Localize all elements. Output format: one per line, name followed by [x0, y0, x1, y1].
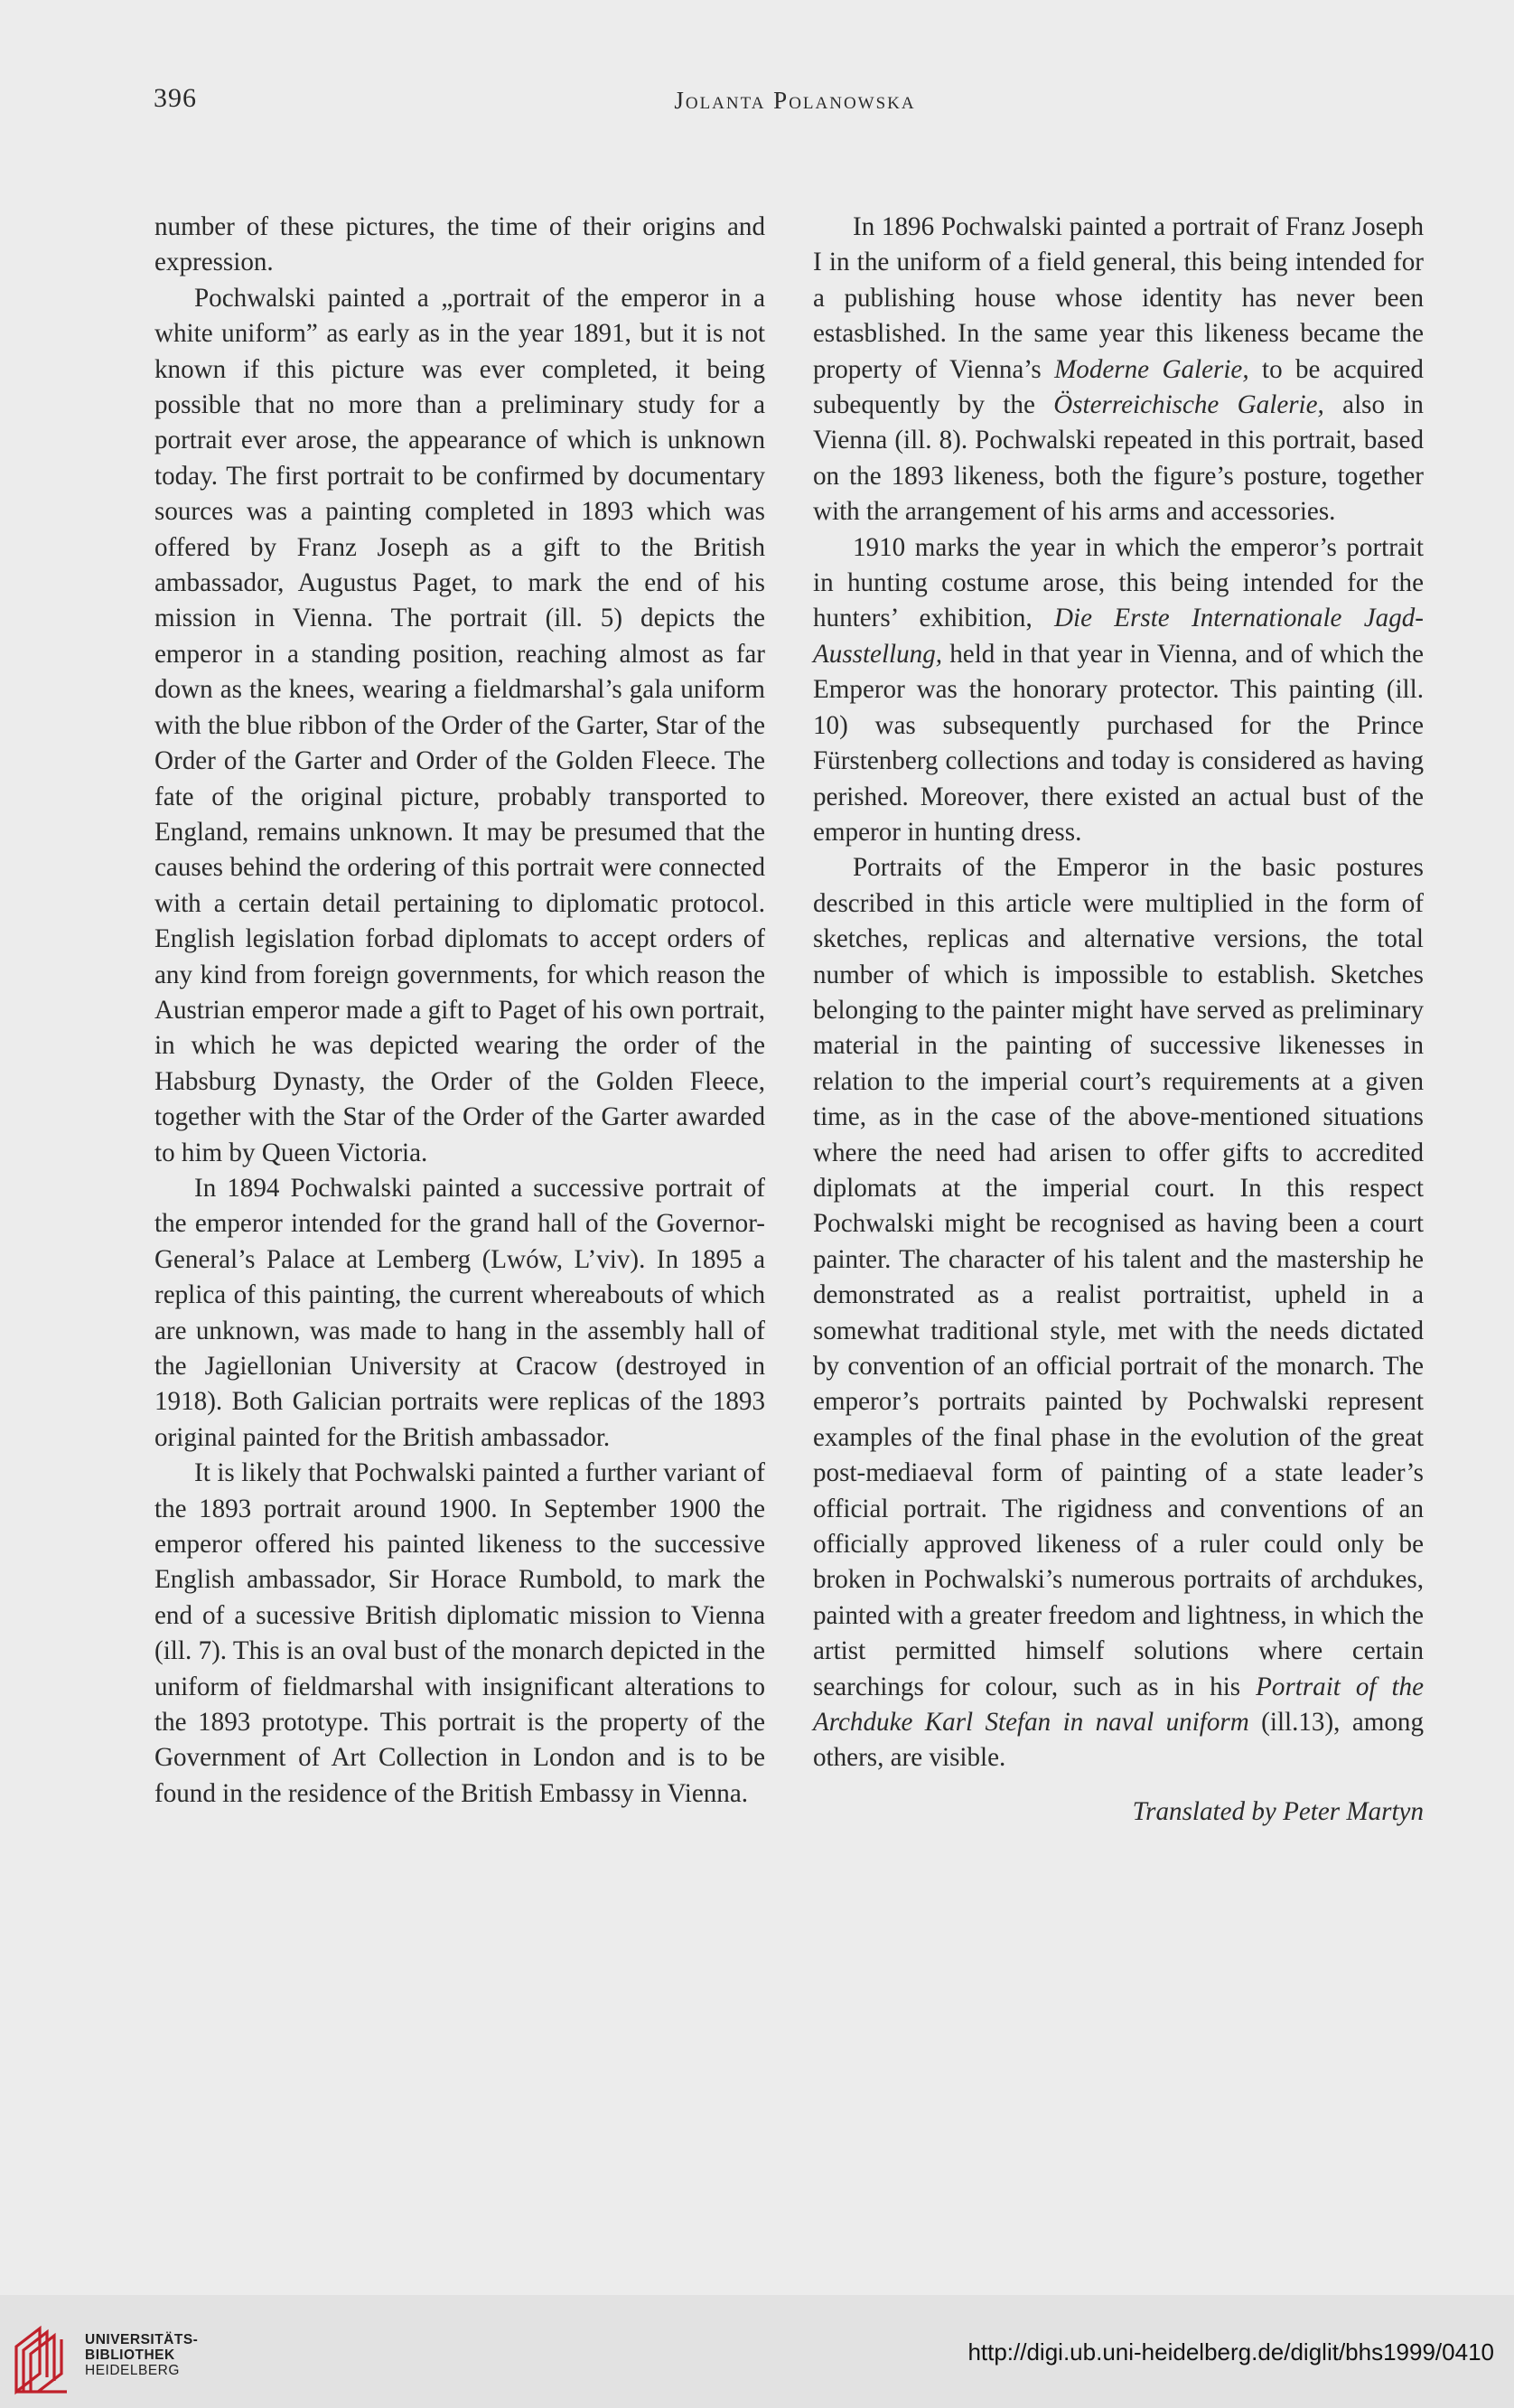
source-url-link[interactable]: http://digi.ub.uni-heidelberg.de/diglit/bhs1999/0410 — [967, 2338, 1494, 2366]
paragraph: number of these pictures, the time of their origins and expression. — [154, 212, 765, 277]
library-logo[interactable] — [13, 2319, 229, 2395]
library-logo-icon — [13, 2319, 79, 2395]
library-name-line: BIBLIOTHEK — [85, 2347, 175, 2363]
library-name — [85, 2332, 198, 2378]
library-name-line: HEIDELBERG — [85, 2363, 180, 2378]
library-name-line: UNIVERSITÄTS- — [85, 2332, 199, 2347]
paragraph: In 1894 Pochwalski painted a successive portrait of the emperor intended for the grand hall of the Governor-General’s Palace at Lemberg (Lwów, L’viv). In 1895 a replica of this painting, the current whereabouts of which are unknown, was made to hang in the assembly hall of the Jagiellonian University at Cracow (destroyed in 1918). Both Galician portraits were replicas of the 1893 original painted for the British ambassador. — [154, 1173, 765, 1452]
paragraph — [813, 530, 1424, 851]
paragraph-text: (ill.13), among others, are visible. — [813, 1708, 1425, 1773]
translator-credit: Translated by Peter Martyn — [1132, 1796, 1424, 1826]
paragraph — [813, 850, 1424, 1776]
footer-bar — [0, 2295, 1514, 2408]
page-header — [154, 83, 1436, 128]
paragraph-text: In 1896 Pochwalski painted a portrait of Franz Joseph I in the uniform of a field general, this being intended for a publishing house whose identity has never been estasblished. In the same year this likeness became the property of Vienna’s — [813, 212, 1424, 384]
italic-title: Moderne Galerie, — [1054, 354, 1249, 384]
paragraph-text: held in that year in Vienna, and of which the Emperor was the honorary protector. This painting (ill. 10) was subsequently purchased for the Prince Fürstenberg collections and today is considered as having perished. Moreover, there existed an actual bust of the emperor in hunting dress. — [813, 639, 1424, 847]
paragraph-text: Portraits of the Emperor in the basic postures described in this article were multiplied in the form of sketches, replicas and alternative versions, the total number of which is impossible to establish. Sketches belonging to the painter might have served as preliminary material in the painting of successive likenesses in relation to the imperial court’s requirements at a given time, as in the case of the above-mentioned situations where the need had arisen to offer gifts to accredited diplomats at the imperial court. In this respect Pochwalski might be recognised as having been a court painter. The character of his talent and the mastership he demonstrated as a realist portraitist, upheld in a somewhat traditional style, met with the needs dictated by convention of an official portrait of the monarch. The emperor’s portraits painted by Pochwalski represent examples of the final phase in the evolution of the great post-mediaeval form of painting of a state leader’s official portrait. The rigidness and conventions of an officially approved likeness of a ruler could only be broken in Pochwalski’s numerous portraits of archdukes, painted with a greater freedom and lightness, in which the artist permitted himself solutions where certain searchings for colour, such as in his — [813, 853, 1424, 1701]
paragraph — [813, 210, 1424, 530]
paragraph-text: 1910 marks the year in which the emperor’s portrait in hunting costume arose, this being intended for the hunters’ exhibition, — [813, 532, 1424, 633]
running-head: Jolanta Polanowska — [674, 87, 916, 114]
left-column — [154, 210, 765, 1812]
paragraph: Pochwalski painted a „portrait of the emperor in a white uniform” as early as in the year 1891, but it is not known if this picture was ever completed, it being possible that no more than a preliminary study for a portrait ever arose, the appearance of which is unknown today. The first portrait to be confirmed by documentary sources was a painting completed in 1893 which was offered by Franz Joseph as a gift to the British ambassador, Augustus Paget, to mark the end of his mission in Vienna. The portrait (ill. 5) depicts the emperor in a standing position, reaching almost as far down as the knees, wearing a fieldmarshal’s gala uniform with the blue ribbon of the Order of the Garter, Star of the Order of the Garter and Order of the Golden Fleece. The fate of the original picture, probably transported to England, remains unknown. It may be presumed that the causes behind the ordering of this portrait were connected with a certain detail pertaining to diplomatic protocol. English legislation forbad diplomats to accept orders of any kind from foreign governments, for which reason the Austrian emperor made a gift to Paget of his own portrait, in which he was depicted wearing the order of the Habsburg Dynasty, the Order of the Golden Fleece, together with the Star of the Order of the Garter awarded to him by Queen Victoria. — [154, 283, 765, 1167]
paragraph: It is likely that Pochwalski painted a further variant of the 1893 portrait around 1900. In September 1900 the emperor offered his painted likeness to the successive English ambassador, Sir Horace Rumbold, to mark the end of a sucessive British diplomatic mission to Vienna (ill. 7). This is an oval bust of the monarch depicted in the uniform of fieldmarshal with insignificant alterations to the 1893 prototype. This portrait is the property of the Government of Art Collection in London and is to be found in the residence of the British Embassy in Vienna. — [154, 1458, 765, 1808]
italic-title: Portrait of the Archduke Karl Stefan in naval uniform — [813, 1672, 1425, 1738]
italic-title: Österreichische Galerie, — [1053, 390, 1324, 420]
paragraph-text: also in Vienna (ill. 8). Pochwalski repeated in this portrait, based on the 1893 likeness, both the figure’s posture, together with the arrangement of his arms and accessories. — [813, 390, 1424, 527]
page-number: 396 — [154, 83, 197, 113]
italic-title: Die Erste Internationale Jagd-Ausstellung, — [813, 604, 1424, 669]
paragraph-text: to be acquired subequently by the — [813, 354, 1424, 420]
right-column — [813, 210, 1424, 1830]
